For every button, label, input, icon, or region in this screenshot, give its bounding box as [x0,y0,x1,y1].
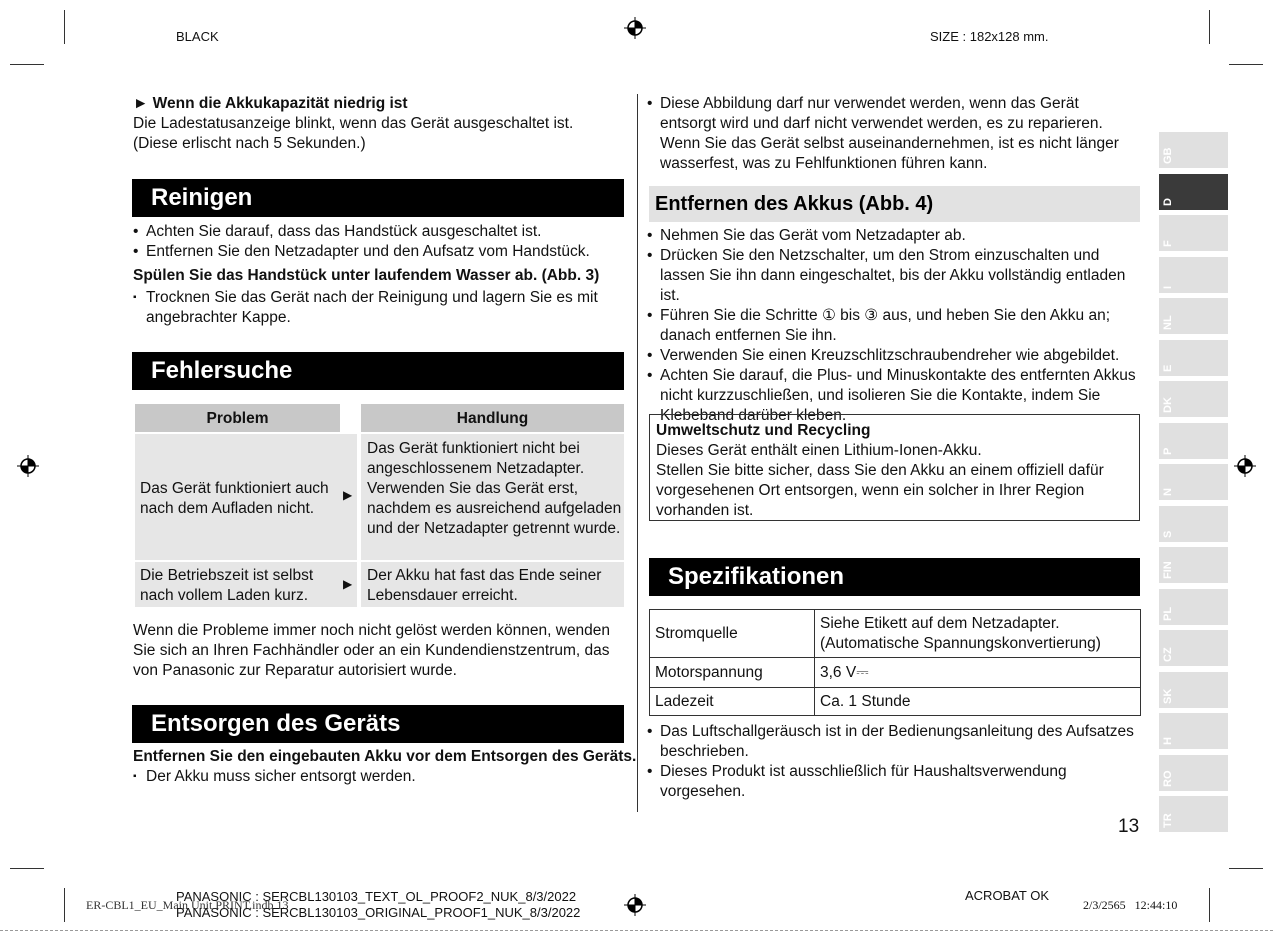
arrow-right-icon: ▶ [343,577,353,591]
list-item: ▪ Trocknen Sie das Gerät nach der Reinigung und lagern Sie es mit angebrachter Kappe. [133,288,623,328]
arrow-right-icon: ▶ [343,488,353,502]
language-tab-label: DK [1162,397,1174,413]
language-tab-label: GB [1162,147,1174,164]
crop-mark [64,888,65,922]
cell-gap [357,434,361,560]
registration-mark-icon [624,894,646,916]
registration-mark-icon [17,455,39,477]
language-tab-label: P [1162,447,1174,455]
bottom-dashed-line [0,930,1273,932]
spec-label: Stromquelle [650,610,815,658]
problem-cell: Das Gerät funktioniert auch nach dem Aufladen nicht. [140,480,329,517]
language-tab-label: NL [1162,315,1174,330]
language-tab-d [1159,174,1228,210]
crop-mark [1229,64,1263,65]
crop-mark [1209,10,1210,44]
cleaning-rinse-instruction: Spülen Sie das Handstück unter laufendem Wasser ab. (Abb. 3) [133,267,600,284]
spec-label: Motorspannung [650,658,815,688]
language-tab-cz [1159,630,1228,666]
language-tab-tr [1159,796,1228,832]
language-tab-label: CZ [1162,647,1174,662]
specifications-table [649,609,1141,716]
section-title-specifications: Spezifikationen [649,558,1140,596]
language-tab-e [1159,340,1228,376]
language-tab-gb [1159,132,1228,168]
crop-mark [10,868,44,869]
intro-list [647,94,1139,174]
language-tab-label: E [1162,364,1174,372]
language-tab-label: H [1162,737,1174,745]
language-tab-label: FIN [1162,561,1174,579]
language-tab-label: RO [1162,770,1174,787]
environment-title: Umweltschutz und Recycling [656,422,871,439]
language-tab-label: TR [1162,813,1174,828]
table-row [650,610,1141,658]
section-title-remove-battery: Entfernen des Akkus (Abb. 4) [649,186,1140,222]
language-tab-sk [1159,672,1228,708]
language-tab-n [1159,464,1228,500]
proof-line: PANASONIC : SERCBL130103_TEXT_OL_PROOF2_NUK_8/3/2022 [176,889,577,904]
registration-mark-icon [1234,455,1256,477]
remove-battery-list [647,226,1139,426]
list-item: • Führen Sie die Schritte ① bis ③ aus, und heben Sie den Akku an; danach entfernen Sie ihn. [647,306,1139,346]
language-tab-label: D [1162,198,1174,206]
language-tab-label: SK [1162,688,1174,704]
list-item: • Drücken Sie den Netzschalter, um den Strom einzuschalten und lassen Sie ihn dann eingeschaltet, bis der Akku vollständig entladen ist. [647,246,1139,306]
column-header-action: Handlung [361,404,624,432]
cleaning-list [133,222,625,262]
spec-value: Siehe Etikett auf dem Netzadapter. (Automatische Spannungskonvertierung) [815,610,1141,658]
section-title-cleaning: Reinigen [132,179,624,217]
low-battery-line: Die Ladestatusanzeige blinkt, wenn das Gerät ausgeschaltet ist. [133,115,574,132]
language-tab-ro [1159,755,1228,791]
table-row [650,658,1141,688]
crop-mark [10,64,44,65]
list-item: • Diese Abbildung darf nur verwendet werden, wenn das Gerät entsorgt wird und darf nicht verwendet werden, es zu reparieren. Wenn Sie das Gerät selbst auseinandernehmen, ist es nicht länger wasserfest, was zu Fehlfunktionen führen kann. [647,94,1139,174]
problem-cell: Die Betriebszeit ist selbst nach vollem Laden kurz. [140,567,314,604]
column-divider [637,94,638,812]
file-name: ER-CBL1_EU_Main Unit PRINT.indb 13 [86,898,289,912]
language-tab-label: N [1162,488,1174,496]
troubleshooting-table [135,404,624,607]
environment-line: Dieses Gerät enthält einen Lithium-Ionen-Akku. [656,442,982,459]
size-label: SIZE : 182x128 mm. [930,29,1049,44]
list-item: • Entfernen Sie den Netzadapter und den Aufsatz vom Handstück. [133,242,625,262]
list-item: • Verwenden Sie einen Kreuzschlitzschraubendreher wie abgebildet. [647,346,1139,366]
language-tab-label: I [1162,285,1174,289]
registration-mark-icon [624,17,646,39]
spec-label: Ladezeit [650,688,815,716]
language-tab-i [1159,257,1228,293]
disposal-list [133,767,623,787]
table-row [135,562,624,607]
troubleshooting-note: Wenn die Probleme immer noch nicht gelöst werden können, wenden Sie sich an Ihren Fachhändler oder an ein Kundendienstzentrum, das von Panasonic zur Reparatur autorisiert wurde. [133,622,611,679]
list-item: ▪ Der Akku muss sicher entsorgt werden. [133,767,623,787]
language-tab-dk [1159,381,1228,417]
action-cell: Der Akku hat fast das Ende seiner Lebensdauer erreicht. [367,567,602,604]
language-tab-pl [1159,589,1228,625]
language-tab-nl [1159,298,1228,334]
cell-gap [357,562,361,607]
section-title-troubleshooting: Fehlersuche [132,352,624,390]
list-item: • Achten Sie darauf, dass das Handstück ausgeschaltet ist. [133,222,625,242]
language-tab-s [1159,506,1228,542]
action-cell: Das Gerät funktioniert nicht bei angeschlossenem Netzadapter. Verwenden Sie das Gerät erst, nachdem es ausreichend aufgeladen und der Netzadapter getrennt wurde. [367,440,622,537]
low-battery-heading: ► Wenn die Akkukapazität niedrig ist [133,95,408,112]
proof-line: PANASONIC : SERCBL130103_ORIGINAL_PROOF1_NUK_8/3/2022 [176,905,581,920]
language-tab-f [1159,215,1228,251]
crop-mark [64,10,65,44]
crop-mark [1229,868,1263,869]
spec-notes-list [647,722,1139,802]
low-battery-line: (Diese erlischt nach 5 Sekunden.) [133,135,366,152]
list-item: • Das Luftschallgeräusch ist in der Bedienungsanleitung des Aufsatzes beschrieben. [647,722,1139,762]
language-tab-label: F [1162,240,1174,247]
cleaning-dry-list [133,288,623,328]
column-header-problem: Problem [135,404,340,432]
crop-mark [1209,888,1210,922]
list-item: • Dieses Produkt ist ausschließlich für Haushaltsverwendung vorgesehen. [647,762,1139,802]
table-row [135,434,624,560]
language-tab-label: PL [1162,606,1174,621]
language-tab-label: S [1162,530,1174,538]
section-title-disposal: Entsorgen des Geräts [132,705,624,743]
list-item: • Achten Sie darauf, die Plus- und Minuskontakte des entfernten Akkus nicht kurzzuschließen, und isolieren Sie die Kontakte, indem Sie Klebeband darüber kleben. [647,366,1139,426]
environment-box [649,414,1140,521]
table-row [650,688,1141,716]
disposal-instruction: Entfernen Sie den eingebauten Akku vor dem Entsorgen des Geräts. [133,748,637,765]
acrobat-label: ACROBAT OK [965,888,1050,903]
language-tab-h [1159,713,1228,749]
list-item: • Nehmen Sie das Gerät vom Netzadapter ab. [647,226,1139,246]
color-label: BLACK [176,29,219,44]
timestamp: 2/3/2565 12:44:10 [1083,898,1178,912]
spec-value: 3,6 V⎓ [815,658,1141,688]
spec-value: Ca. 1 Stunde [815,688,1141,716]
environment-line: Stellen Sie bitte sicher, dass Sie den Akku an einem offiziell dafür vorgesehenen Ort entsorgen, wenn ein solcher in Ihrer Region vorhanden ist. [656,462,1104,519]
language-tab-p [1159,423,1228,459]
page-number: 13 [1118,816,1140,837]
language-tab-fin [1159,547,1228,583]
